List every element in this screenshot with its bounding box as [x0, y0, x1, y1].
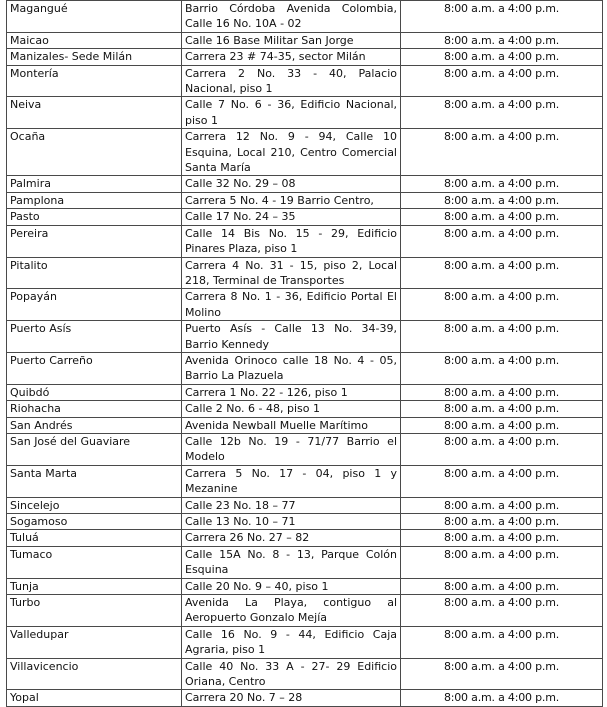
table-row	[7, 658, 603, 690]
address-cell: Avenida La Playa, contiguo al Aeropuerto Gonzalo Mejía	[182, 595, 401, 627]
address-cell: Carrera 26 No. 27 – 82	[182, 530, 401, 546]
address-cell: Calle 20 No. 9 – 40, piso 1	[182, 578, 401, 594]
table-body	[7, 1, 603, 707]
city-cell: Yopal	[7, 690, 182, 706]
hours-cell: 8:00 a.m. a 4:00 p.m.	[401, 465, 603, 497]
hours-cell: 8:00 a.m. a 4:00 p.m.	[401, 129, 603, 176]
table-row	[7, 578, 603, 594]
address-cell: Calle 2 No. 6 - 48, piso 1	[182, 401, 401, 417]
address-cell: Carrera 20 No. 7 – 28	[182, 690, 401, 706]
address-cell: Puerto Asís - Calle 13 No. 34-39, Barrio Kennedy	[182, 321, 401, 353]
address-cell: Calle 17 No. 24 – 35	[182, 209, 401, 225]
hours-cell: 8:00 a.m. a 4:00 p.m.	[401, 658, 603, 690]
table-row	[7, 97, 603, 129]
table-row	[7, 65, 603, 97]
city-cell: Sogamoso	[7, 514, 182, 530]
city-cell: Valledupar	[7, 626, 182, 658]
city-cell: Pamplona	[7, 192, 182, 208]
table-row	[7, 1, 603, 33]
table-row	[7, 514, 603, 530]
address-cell: Calle 14 Bis No. 15 - 29, Edificio Pinares Plaza, piso 1	[182, 225, 401, 257]
city-cell: Puerto Carreño	[7, 352, 182, 384]
hours-cell: 8:00 a.m. a 4:00 p.m.	[401, 32, 603, 48]
table-row	[7, 626, 603, 658]
address-cell: Carrera 5 No. 17 - 04, piso 1 y Mezanine	[182, 465, 401, 497]
hours-cell: 8:00 a.m. a 4:00 p.m.	[401, 690, 603, 706]
table-row	[7, 192, 603, 208]
hours-cell: 8:00 a.m. a 4:00 p.m.	[401, 321, 603, 353]
address-cell: Calle 23 No. 18 – 77	[182, 497, 401, 513]
table-row	[7, 352, 603, 384]
hours-cell: 8:00 a.m. a 4:00 p.m.	[401, 497, 603, 513]
city-cell: Tuluá	[7, 530, 182, 546]
address-cell: Calle 13 No. 10 – 71	[182, 514, 401, 530]
table-row	[7, 289, 603, 321]
city-cell: Ocaña	[7, 129, 182, 176]
city-cell: Manizales- Sede Milán	[7, 49, 182, 65]
table-row	[7, 595, 603, 627]
city-cell: Palmira	[7, 176, 182, 192]
address-cell: Carrera 2 No. 33 - 40, Palacio Nacional, piso 1	[182, 65, 401, 97]
hours-cell: 8:00 a.m. a 4:00 p.m.	[401, 257, 603, 289]
city-cell: Magangué	[7, 1, 182, 33]
hours-cell: 8:00 a.m. a 4:00 p.m.	[401, 49, 603, 65]
address-cell: Carrera 8 No. 1 - 36, Edificio Portal El Molino	[182, 289, 401, 321]
hours-cell: 8:00 a.m. a 4:00 p.m.	[401, 192, 603, 208]
table-row	[7, 32, 603, 48]
city-cell: Montería	[7, 65, 182, 97]
city-cell: Pasto	[7, 209, 182, 225]
city-cell: San José del Guaviare	[7, 433, 182, 465]
hours-cell: 8:00 a.m. a 4:00 p.m.	[401, 401, 603, 417]
city-cell: Maicao	[7, 32, 182, 48]
city-cell: Riohacha	[7, 401, 182, 417]
address-cell: Avenida Newball Muelle Marítimo	[182, 417, 401, 433]
hours-cell: 8:00 a.m. a 4:00 p.m.	[401, 289, 603, 321]
table-row	[7, 417, 603, 433]
address-cell: Carrera 12 No. 9 - 94, Calle 10 Esquina, Local 210, Centro Comercial Santa María	[182, 129, 401, 176]
city-cell: Pereira	[7, 225, 182, 257]
table-row	[7, 384, 603, 400]
office-schedule-table	[6, 0, 603, 707]
hours-cell: 8:00 a.m. a 4:00 p.m.	[401, 546, 603, 578]
city-cell: Puerto Asís	[7, 321, 182, 353]
address-cell: Calle 16 No. 9 - 44, Edificio Caja Agraria, piso 1	[182, 626, 401, 658]
address-cell: Carrera 5 No. 4 - 19 Barrio Centro,	[182, 192, 401, 208]
hours-cell: 8:00 a.m. a 4:00 p.m.	[401, 578, 603, 594]
table-row	[7, 497, 603, 513]
hours-cell: 8:00 a.m. a 4:00 p.m.	[401, 595, 603, 627]
hours-cell: 8:00 a.m. a 4:00 p.m.	[401, 433, 603, 465]
hours-cell: 8:00 a.m. a 4:00 p.m.	[401, 352, 603, 384]
table-row	[7, 176, 603, 192]
address-cell: Barrio Córdoba Avenida Colombia, Calle 16 No. 10A - 02	[182, 1, 401, 33]
city-cell: San Andrés	[7, 417, 182, 433]
address-cell: Calle 7 No. 6 - 36, Edificio Nacional, piso 1	[182, 97, 401, 129]
address-cell: Carrera 1 No. 22 - 126, piso 1	[182, 384, 401, 400]
hours-cell: 8:00 a.m. a 4:00 p.m.	[401, 1, 603, 33]
city-cell: Villavicencio	[7, 658, 182, 690]
city-cell: Neiva	[7, 97, 182, 129]
address-cell: Calle 16 Base Militar San Jorge	[182, 32, 401, 48]
address-cell: Calle 12b No. 19 - 71/77 Barrio el Modelo	[182, 433, 401, 465]
hours-cell: 8:00 a.m. a 4:00 p.m.	[401, 65, 603, 97]
city-cell: Quibdó	[7, 384, 182, 400]
city-cell: Popayán	[7, 289, 182, 321]
hours-cell: 8:00 a.m. a 4:00 p.m.	[401, 97, 603, 129]
hours-cell: 8:00 a.m. a 4:00 p.m.	[401, 417, 603, 433]
city-cell: Turbo	[7, 595, 182, 627]
table-row	[7, 690, 603, 706]
table-row	[7, 321, 603, 353]
table-row	[7, 433, 603, 465]
hours-cell: 8:00 a.m. a 4:00 p.m.	[401, 626, 603, 658]
table-row	[7, 49, 603, 65]
city-cell: Tumaco	[7, 546, 182, 578]
address-cell: Avenida Orinoco calle 18 No. 4 - 05, Barrio La Plazuela	[182, 352, 401, 384]
city-cell: Pitalito	[7, 257, 182, 289]
city-cell: Sincelejo	[7, 497, 182, 513]
address-cell: Carrera 23 # 74-35, sector Milán	[182, 49, 401, 65]
table-row	[7, 465, 603, 497]
table-row	[7, 257, 603, 289]
city-cell: Tunja	[7, 578, 182, 594]
hours-cell: 8:00 a.m. a 4:00 p.m.	[401, 225, 603, 257]
table-row	[7, 209, 603, 225]
address-cell: Calle 32 No. 29 – 08	[182, 176, 401, 192]
hours-cell: 8:00 a.m. a 4:00 p.m.	[401, 176, 603, 192]
hours-cell: 8:00 a.m. a 4:00 p.m.	[401, 514, 603, 530]
table-row	[7, 225, 603, 257]
table-row	[7, 401, 603, 417]
address-cell: Calle 40 No. 33 A - 27- 29 Edificio Oriana, Centro	[182, 658, 401, 690]
address-cell: Calle 15A No. 8 - 13, Parque Colón Esquina	[182, 546, 401, 578]
table-row	[7, 530, 603, 546]
hours-cell: 8:00 a.m. a 4:00 p.m.	[401, 209, 603, 225]
address-cell: Carrera 4 No. 31 - 15, piso 2, Local 218, Terminal de Transportes	[182, 257, 401, 289]
hours-cell: 8:00 a.m. a 4:00 p.m.	[401, 530, 603, 546]
table-row	[7, 129, 603, 176]
table-row	[7, 546, 603, 578]
city-cell: Santa Marta	[7, 465, 182, 497]
hours-cell: 8:00 a.m. a 4:00 p.m.	[401, 384, 603, 400]
